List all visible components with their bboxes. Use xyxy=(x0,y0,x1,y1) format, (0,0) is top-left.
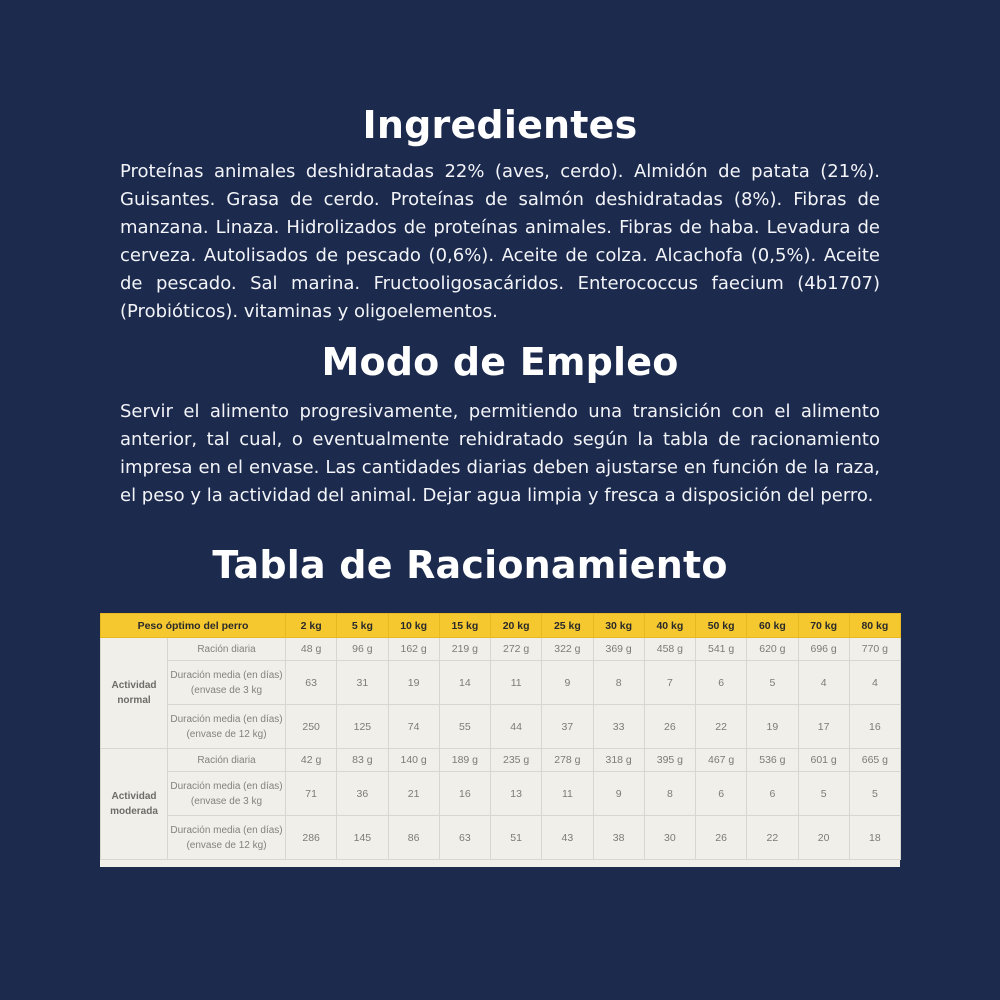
table-cell: 458 g xyxy=(644,638,695,661)
table-cell: 16 xyxy=(439,772,490,816)
ingredients-title: Ingredientes xyxy=(362,103,638,147)
ingredients-text: Proteínas animales deshidratadas 22% (aves, cerdo). Almidón de patata (21%). Guisantes. Grasa de cerdo. Proteínas de salmón deshidratadas (8%). Fibras de manzana. Linaza. Hidrolizados de proteínas animales. Fibras de haba. Levadura de cerveza. Autolisados de pescado (0,6%). Aceite de colza. Alcachofa (0,5%). Aceite de pescado. Sal marina. Fructooligosacáridos. Enterococcus faecium (4b1707) (Probióticos). vitaminas y oligoelementos. xyxy=(120,161,880,322)
table-cell: 83 g xyxy=(337,749,388,772)
table-cell: 13 xyxy=(491,772,542,816)
table-cell: 286 xyxy=(286,816,337,860)
header-weight-cell: 5 kg xyxy=(337,614,388,638)
table-body xyxy=(101,638,901,860)
row-label: Ración diaria xyxy=(168,638,286,661)
table-row xyxy=(101,638,901,661)
header-weight-cell: 30 kg xyxy=(593,614,644,638)
header-weight-cell: 10 kg xyxy=(388,614,439,638)
table-cell: 30 xyxy=(644,816,695,860)
table-cell: 71 xyxy=(286,772,337,816)
table-cell: 250 xyxy=(286,705,337,749)
table-cell: 145 xyxy=(337,816,388,860)
ration-table xyxy=(100,613,901,860)
table-cell: 770 g xyxy=(849,638,900,661)
table-cell: 43 xyxy=(542,816,593,860)
table-cell: 74 xyxy=(388,705,439,749)
table-cell: 11 xyxy=(491,661,542,705)
header-weight-cell: 50 kg xyxy=(696,614,747,638)
table-cell: 665 g xyxy=(849,749,900,772)
table-cell: 235 g xyxy=(491,749,542,772)
table-cell: 22 xyxy=(696,705,747,749)
table-cell: 125 xyxy=(337,705,388,749)
table-cell: 22 xyxy=(747,816,798,860)
row-label: Duración media (en días) (envase de 12 kg) xyxy=(168,816,286,860)
table-cell: 48 g xyxy=(286,638,337,661)
table-cell: 162 g xyxy=(388,638,439,661)
usage-title: Modo de Empleo xyxy=(321,340,679,384)
table-cell: 189 g xyxy=(439,749,490,772)
table-cell: 9 xyxy=(593,772,644,816)
table-cell: 9 xyxy=(542,661,593,705)
header-weight-cell: 70 kg xyxy=(798,614,849,638)
row-label: Duración media (en días) (envase de 3 kg xyxy=(168,772,286,816)
table-cell: 26 xyxy=(644,705,695,749)
table-cell: 36 xyxy=(337,772,388,816)
table-cell: 219 g xyxy=(439,638,490,661)
table-cell: 322 g xyxy=(542,638,593,661)
table-row xyxy=(101,749,901,772)
header-weight-label: Peso óptimo del perro xyxy=(101,614,286,638)
table-header-row xyxy=(101,614,901,638)
table-cell: 620 g xyxy=(747,638,798,661)
table-cell: 16 xyxy=(849,705,900,749)
table-cell: 7 xyxy=(644,661,695,705)
table-cell: 6 xyxy=(747,772,798,816)
table-cell: 17 xyxy=(798,705,849,749)
activity-group-label: Actividad normal xyxy=(101,638,168,749)
table-cell: 19 xyxy=(747,705,798,749)
table-cell: 51 xyxy=(491,816,542,860)
table-row xyxy=(101,816,901,860)
row-label: Duración media (en días) (envase de 3 kg xyxy=(168,661,286,705)
table-cell: 4 xyxy=(849,661,900,705)
table-row xyxy=(101,772,901,816)
table-cell: 96 g xyxy=(337,638,388,661)
table-cell: 21 xyxy=(388,772,439,816)
table-cell: 42 g xyxy=(286,749,337,772)
header-weight-cell: 15 kg xyxy=(439,614,490,638)
header-weight-cell: 40 kg xyxy=(644,614,695,638)
table-cell: 6 xyxy=(696,661,747,705)
table-cell: 44 xyxy=(491,705,542,749)
table-cell: 369 g xyxy=(593,638,644,661)
activity-group-label: Actividad moderada xyxy=(101,749,168,860)
table-cell: 11 xyxy=(542,772,593,816)
header-weight-cell: 60 kg xyxy=(747,614,798,638)
header-weight-cell: 2 kg xyxy=(286,614,337,638)
table-cell: 63 xyxy=(439,816,490,860)
table-cell: 63 xyxy=(286,661,337,705)
table-cell: 20 xyxy=(798,816,849,860)
table-cell: 26 xyxy=(696,816,747,860)
table-cell: 38 xyxy=(593,816,644,860)
table-cell: 272 g xyxy=(491,638,542,661)
table-cell: 541 g xyxy=(696,638,747,661)
table-cell: 33 xyxy=(593,705,644,749)
table-cell: 536 g xyxy=(747,749,798,772)
ration-table-title: Tabla de Racionamiento xyxy=(212,543,728,587)
table-cell: 55 xyxy=(439,705,490,749)
row-label: Duración media (en días) (envase de 12 kg) xyxy=(168,705,286,749)
table-cell: 6 xyxy=(696,772,747,816)
row-label: Ración diaria xyxy=(168,749,286,772)
table-cell: 4 xyxy=(798,661,849,705)
table-cell: 601 g xyxy=(798,749,849,772)
table-cell: 5 xyxy=(747,661,798,705)
table-cell: 5 xyxy=(798,772,849,816)
ration-table-container xyxy=(100,613,900,867)
table-cell: 18 xyxy=(849,816,900,860)
table-cell: 5 xyxy=(849,772,900,816)
table-cell: 467 g xyxy=(696,749,747,772)
table-row xyxy=(101,661,901,705)
table-cell: 37 xyxy=(542,705,593,749)
table-cell: 86 xyxy=(388,816,439,860)
table-cell: 14 xyxy=(439,661,490,705)
usage-text: Servir el alimento progresivamente, permitiendo una transición con el alimento anterior, tal cual, o eventualmente rehidratado según la tabla de racionamiento impresa en el envase. Las cantidades diarias deben ajustarse en función de la raza, el peso y la actividad del animal. Dejar agua limpia y fresca a disposición del perro. xyxy=(120,401,880,506)
table-cell: 696 g xyxy=(798,638,849,661)
table-cell: 318 g xyxy=(593,749,644,772)
table-cell: 395 g xyxy=(644,749,695,772)
table-cell: 31 xyxy=(337,661,388,705)
header-weight-cell: 20 kg xyxy=(491,614,542,638)
header-weight-cell: 80 kg xyxy=(849,614,900,638)
table-cell: 278 g xyxy=(542,749,593,772)
table-cell: 19 xyxy=(388,661,439,705)
table-row xyxy=(101,705,901,749)
table-cell: 8 xyxy=(644,772,695,816)
header-weight-cell: 25 kg xyxy=(542,614,593,638)
table-cell: 140 g xyxy=(388,749,439,772)
table-cell: 8 xyxy=(593,661,644,705)
